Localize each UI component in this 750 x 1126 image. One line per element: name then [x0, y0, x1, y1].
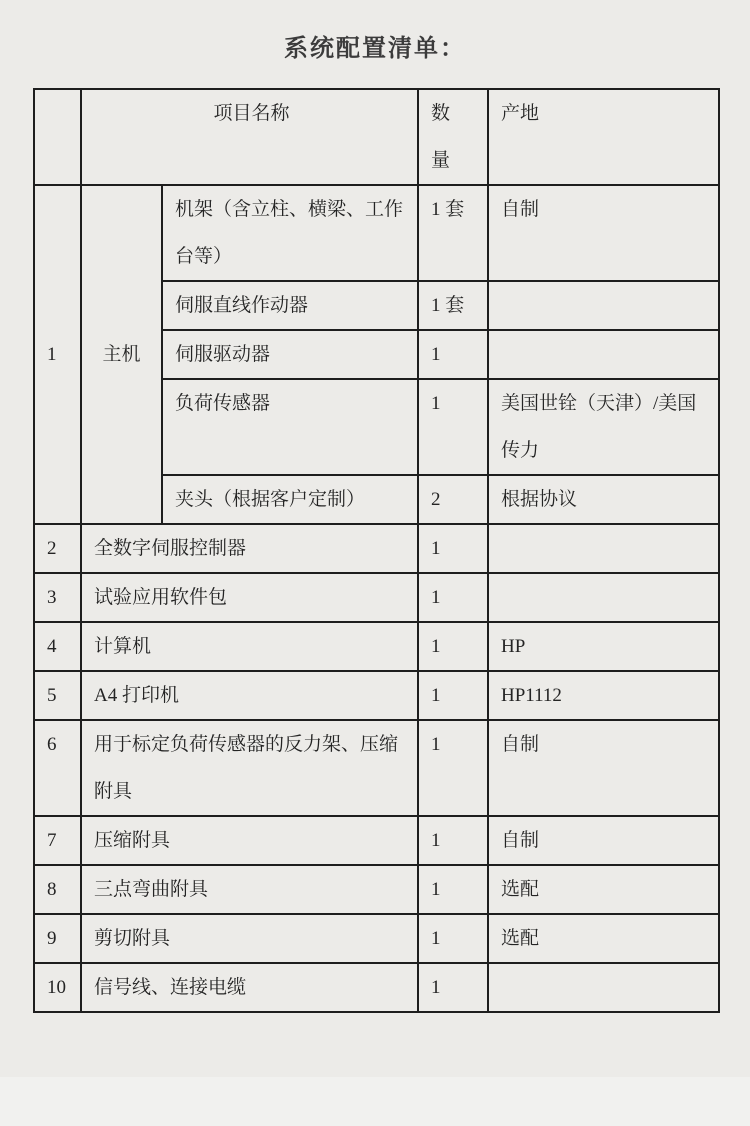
item-origin-cell: 自制: [488, 720, 719, 816]
header-qty-cell: [418, 89, 488, 185]
row-index-cell: 1: [34, 185, 81, 524]
item-origin-cell: HP1112: [488, 671, 719, 720]
table-row: [34, 816, 719, 865]
item-name-cell: 信号线、连接电缆: [81, 963, 418, 1012]
header-name-cell: 项目名称: [81, 89, 418, 185]
item-name-cell: 负荷传感器: [162, 379, 418, 475]
page-footer-strip: [0, 1077, 750, 1126]
item-name-cell: 夹头（根据客户定制）: [162, 475, 418, 524]
table-row: [34, 185, 719, 281]
item-name-cell: 全数字伺服控制器: [81, 524, 418, 573]
item-qty-cell: 1: [418, 865, 488, 914]
item-qty-cell: 1: [418, 816, 488, 865]
row-index-cell: 5: [34, 671, 81, 720]
table-row: [34, 573, 719, 622]
item-name-cell: 伺服驱动器: [162, 330, 418, 379]
item-origin-cell: [488, 963, 719, 1012]
row-index-cell: 3: [34, 573, 81, 622]
item-name-cell: A4 打印机: [81, 671, 418, 720]
item-name-cell: 三点弯曲附具: [81, 865, 418, 914]
item-origin-cell: HP: [488, 622, 719, 671]
header-qty-label: 数量: [431, 103, 451, 171]
item-origin-cell: [488, 330, 719, 379]
row-index-cell: 2: [34, 524, 81, 573]
item-qty-cell: 1: [418, 963, 488, 1012]
item-name-cell: 压缩附具: [81, 816, 418, 865]
item-name-cell: 计算机: [81, 622, 418, 671]
item-qty-cell: 2: [418, 475, 488, 524]
item-origin-cell: [488, 524, 719, 573]
item-origin-cell: 自制: [488, 816, 719, 865]
table-row: [34, 865, 719, 914]
table-row: [34, 963, 719, 1012]
item-qty-cell: 1: [418, 379, 488, 475]
group-label-cell: 主机: [81, 185, 162, 524]
table-row: [34, 622, 719, 671]
item-origin-cell: 选配: [488, 914, 719, 963]
item-qty-cell: 1: [418, 671, 488, 720]
item-origin-cell: 自制: [488, 185, 719, 281]
item-name-cell: 机架（含立柱、横梁、工作台等）: [162, 185, 418, 281]
item-origin-cell: [488, 281, 719, 330]
item-qty-cell: 1 套: [418, 185, 488, 281]
item-name-cell: 剪切附具: [81, 914, 418, 963]
item-origin-cell: 根据协议: [488, 475, 719, 524]
row-index-cell: 10: [34, 963, 81, 1012]
row-index-cell: 7: [34, 816, 81, 865]
header-origin-cell: 产地: [488, 89, 719, 185]
row-index-cell: 8: [34, 865, 81, 914]
table-header-row: [34, 89, 719, 185]
item-qty-cell: 1: [418, 524, 488, 573]
table-row: [34, 720, 719, 816]
table-row: [34, 671, 719, 720]
item-name-cell: 伺服直线作动器: [162, 281, 418, 330]
system-config-table: [33, 88, 720, 1013]
item-qty-cell: 1: [418, 622, 488, 671]
item-qty-cell: 1 套: [418, 281, 488, 330]
item-origin-cell: 美国世铨（天津）/美国传力: [488, 379, 719, 475]
header-index-cell: [34, 89, 81, 185]
item-qty-cell: 1: [418, 720, 488, 816]
item-qty-cell: 1: [418, 330, 488, 379]
table-row: [34, 914, 719, 963]
item-name-cell: 用于标定负荷传感器的反力架、压缩附具: [81, 720, 418, 816]
row-index-cell: 9: [34, 914, 81, 963]
page-title: 系统配置清单：: [284, 35, 466, 62]
item-qty-cell: 1: [418, 573, 488, 622]
item-origin-cell: 选配: [488, 865, 719, 914]
item-origin-cell: [488, 573, 719, 622]
row-index-cell: 6: [34, 720, 81, 816]
row-index-cell: 4: [34, 622, 81, 671]
item-qty-cell: 1: [418, 914, 488, 963]
table-row: [34, 524, 719, 573]
item-name-cell: 试验应用软件包: [81, 573, 418, 622]
